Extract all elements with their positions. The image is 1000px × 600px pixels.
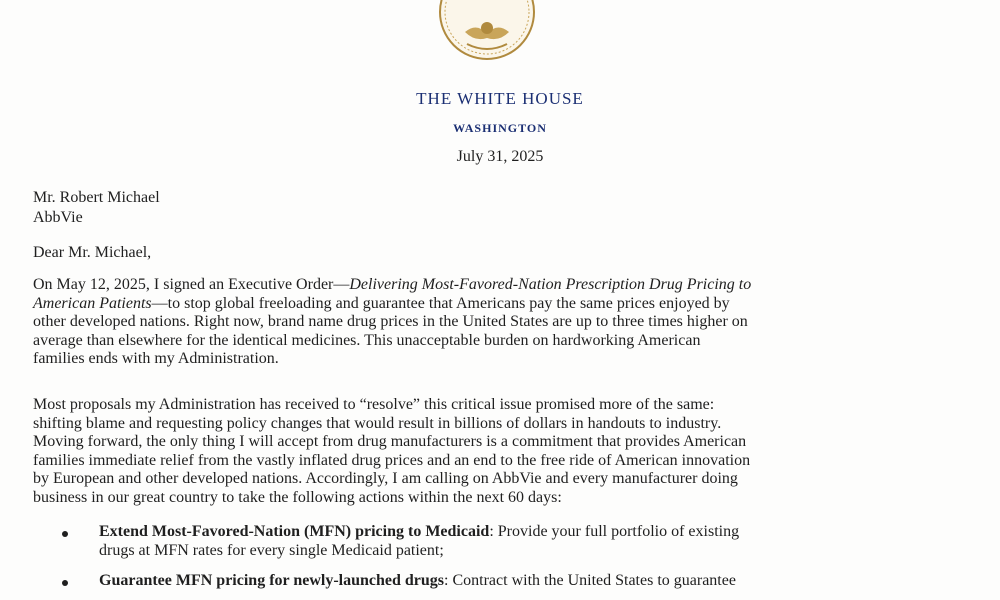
bullet-heading: Extend Most-Favored-Nation (MFN) pricing to Medicaid bbox=[99, 523, 490, 540]
action-list bbox=[62, 523, 962, 600]
executive-order-title-part-2: American Patients bbox=[33, 294, 152, 312]
paragraph-1-line-3: other developed nations. Right now, brand name drug prices in the United States are up to three times higher on bbox=[33, 313, 748, 330]
salutation: Dear Mr. Michael, bbox=[33, 244, 152, 261]
bullet-icon bbox=[62, 531, 68, 537]
para1-prefix: On May 12, 2025, I signed an Executive Order— bbox=[33, 276, 350, 293]
bullet-text-continued: drugs at MFN rates for every single Medicaid patient; bbox=[99, 541, 444, 559]
paragraph-2-line-5: by European and other developed nations. Accordingly, I am calling on AbbVie and every manufacturer doing bbox=[33, 470, 738, 487]
letterhead-subtitle: WASHINGTON bbox=[453, 121, 547, 135]
paragraph-1 bbox=[33, 276, 973, 369]
recipient-name: Mr. Robert Michael bbox=[33, 189, 160, 206]
recipient-block bbox=[33, 188, 160, 228]
bullet-text: : Contract with the United States to guarantee bbox=[444, 572, 736, 589]
presidential-seal-icon bbox=[437, 0, 537, 62]
recipient-company: AbbVie bbox=[33, 209, 83, 226]
paragraph-2-line-1: Most proposals my Administration has received to “resolve” this critical issue promised more of the same: bbox=[33, 396, 715, 413]
executive-order-title-part-1: Delivering Most-Favored-Nation Prescription Drug Pricing to bbox=[349, 276, 752, 293]
bullet-icon bbox=[62, 580, 68, 586]
paragraph-1-line-1 bbox=[33, 276, 973, 295]
bullet-heading: Guarantee MFN pricing for newly-launched drugs bbox=[99, 572, 445, 589]
list-item bbox=[62, 572, 962, 591]
letterhead-title: THE WHITE HOUSE bbox=[416, 89, 584, 108]
paragraph-1-line-5: families ends with my Administration. bbox=[33, 350, 279, 367]
paragraph-2-line-6: business in our great country to take the following actions within the next 60 days: bbox=[33, 488, 562, 506]
paragraph-1-line-2 bbox=[33, 295, 973, 314]
paragraph-2-line-3: Moving forward, the only thing I will accept from drug manufacturers is a commitment that provides American bbox=[33, 433, 747, 450]
paragraph-1-line-4: average than elsewhere for the identical medicines. This unacceptable burden on hardworking American bbox=[33, 331, 701, 349]
letter-date: July 31, 2025 bbox=[456, 148, 544, 165]
paragraph-2-line-2: shifting blame and requesting policy changes that would result in billions of dollars in handouts to industry. bbox=[33, 414, 722, 432]
list-item bbox=[62, 523, 962, 560]
bullet-text: : Provide your full portfolio of existing bbox=[489, 523, 740, 540]
paragraph-2-line-4: families immediate relief from the vastly inflated drug prices and an end to the free ride of American innovation bbox=[33, 451, 751, 469]
paragraph-2 bbox=[33, 396, 973, 507]
para1-suffix: —to stop global freeloading and guarantee that Americans pay the same prices enjoyed by bbox=[151, 294, 730, 312]
